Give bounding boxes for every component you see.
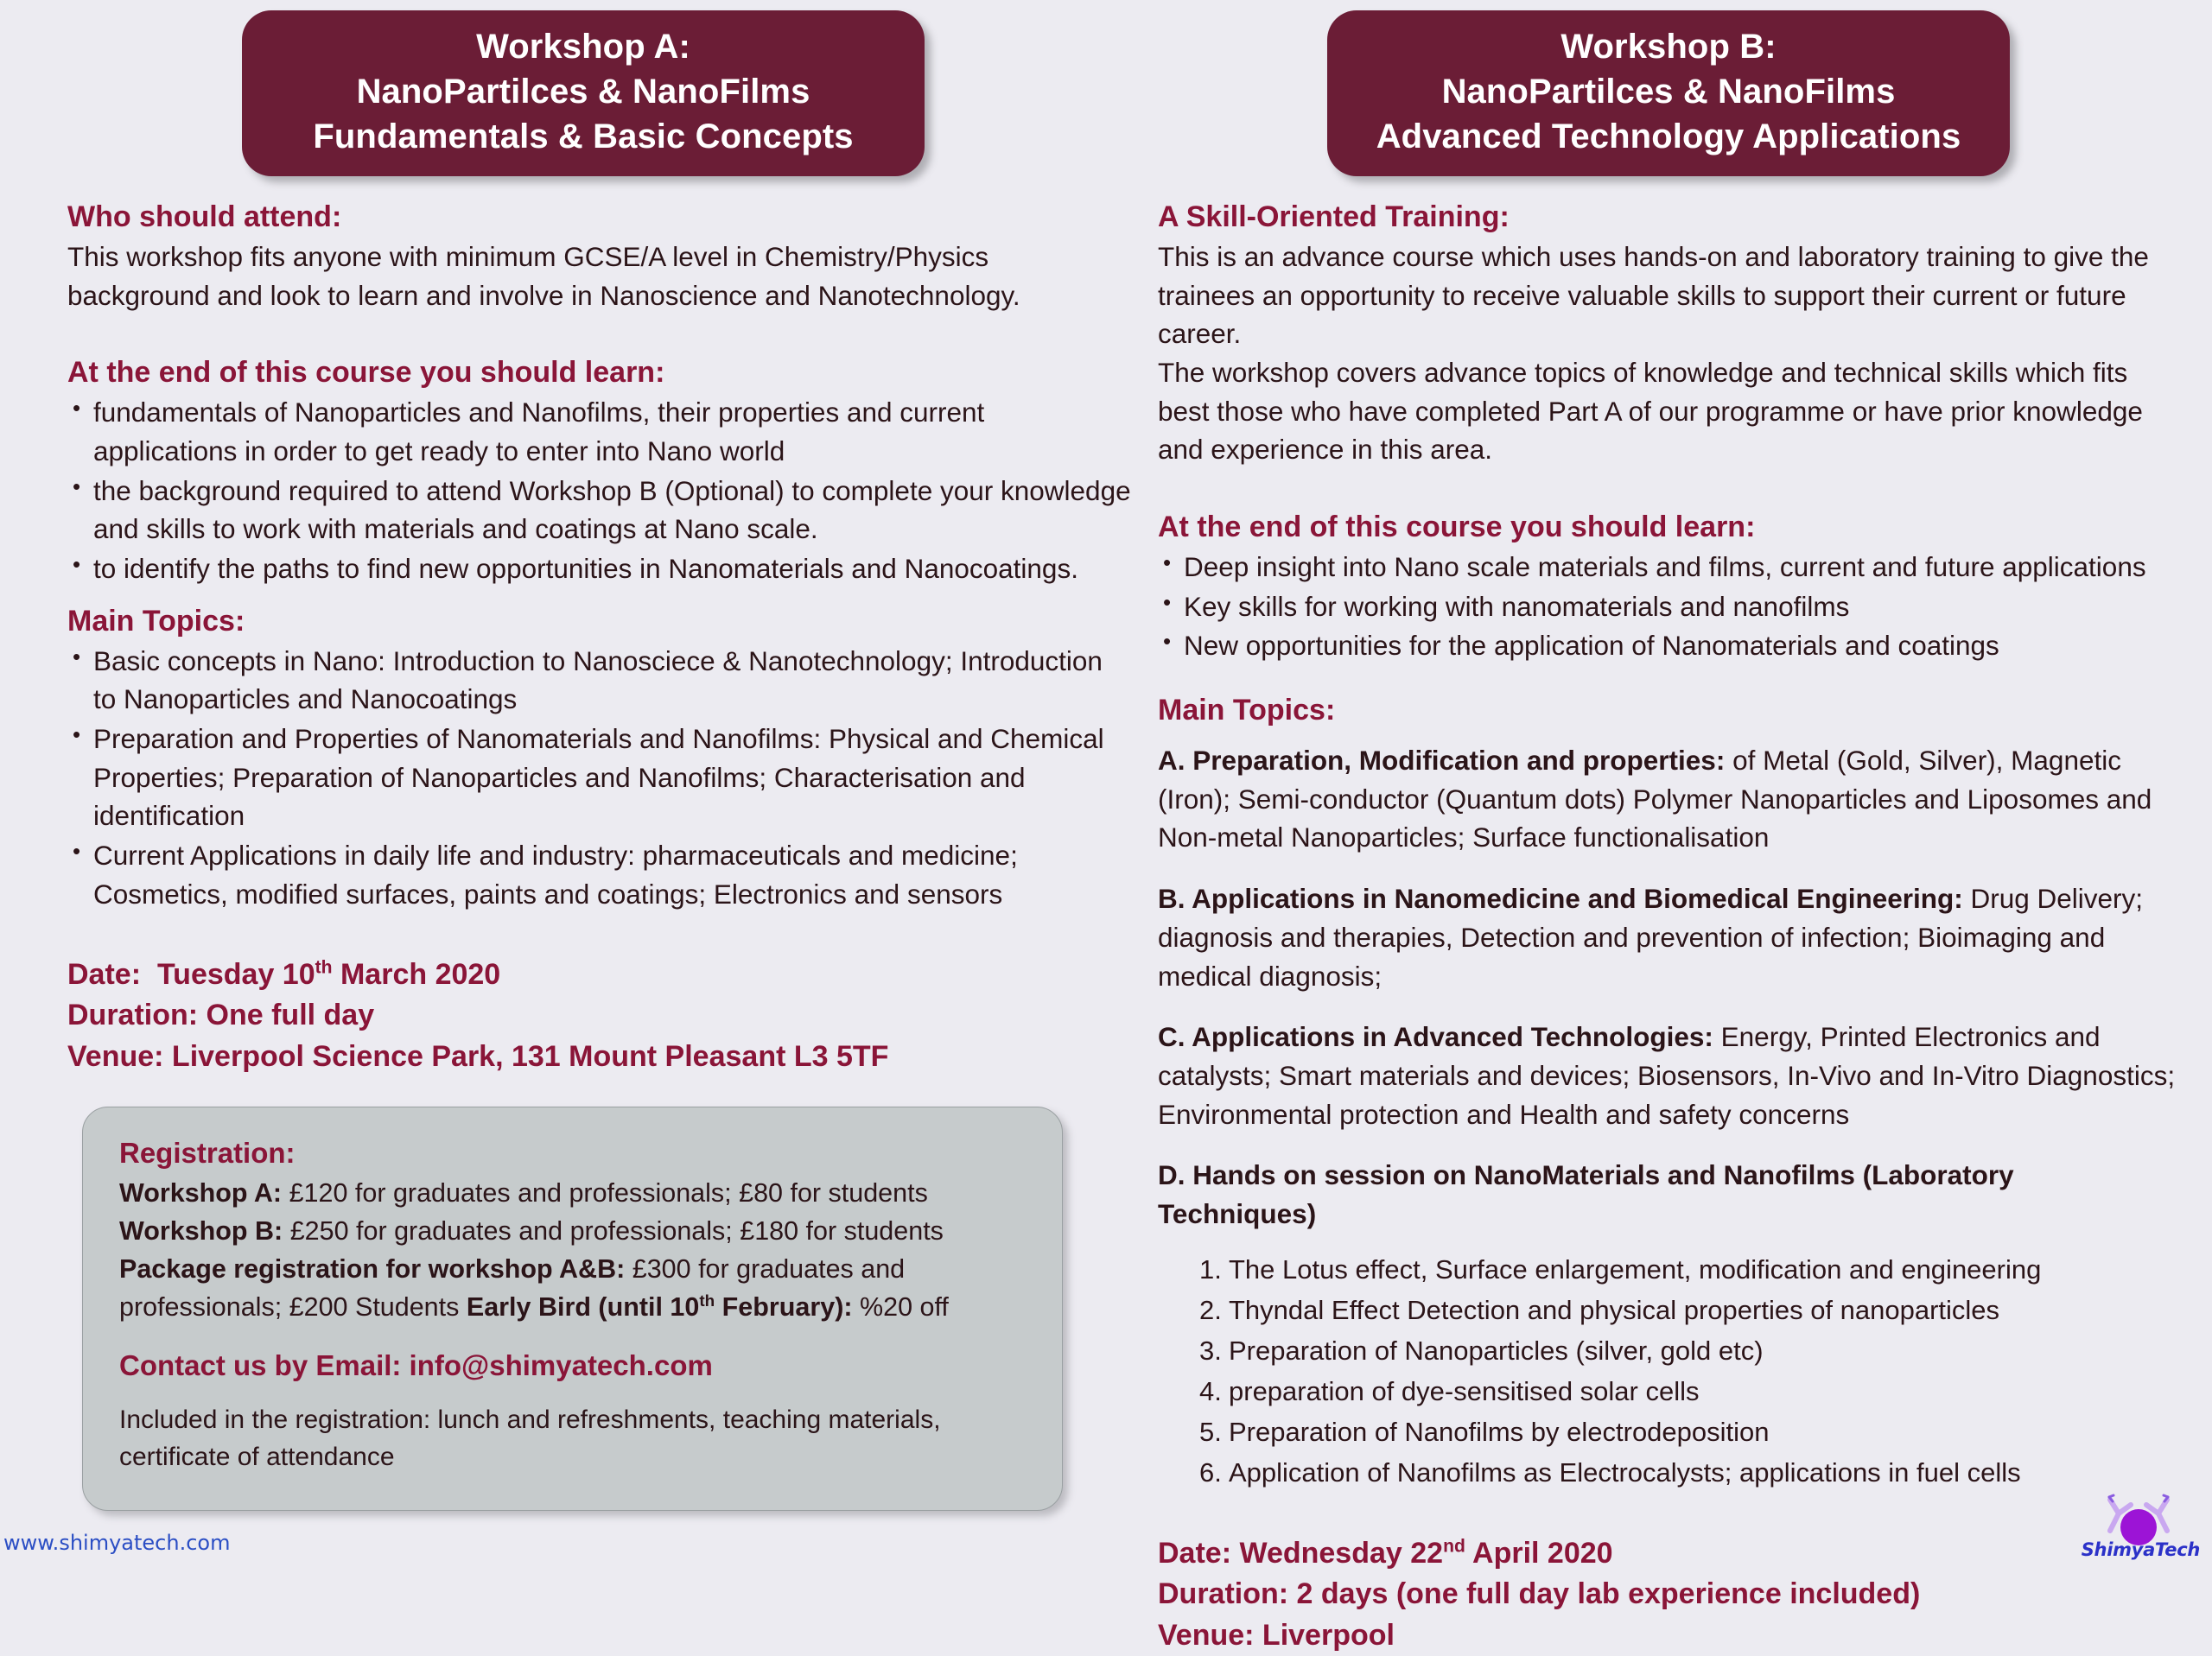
topic-d-label: D. Hands on session on NanoMaterials and Nanofilms (Laboratory Techniques) — [1158, 1159, 2014, 1230]
list-number: 2. — [1199, 1294, 1222, 1325]
list-text: The Lotus effect, Surface enlargement, modification and engineering — [1229, 1253, 2042, 1285]
workshop-a-venue: Venue: Liverpool Science Park, 131 Mount Pleasant L3 5TF — [67, 1039, 889, 1073]
workshop-b-title-line-2: NanoPartilces & NanoFilms — [1441, 73, 1896, 111]
fee-label-a: Workshop A: — [119, 1178, 283, 1209]
workshop-a-date-line — [67, 955, 1132, 996]
date-ordinal-a: th — [315, 957, 333, 978]
fee-value-b: £250 for graduates and professionals; £180 for students — [283, 1216, 944, 1247]
spacer — [1158, 1494, 2177, 1533]
spacer — [67, 314, 1132, 354]
skill-oriented-heading: A Skill-Oriented Training: — [1158, 200, 1510, 233]
early-bird-value: %20 off — [852, 1292, 949, 1323]
list-item: • New opportunities for the application of Nanomaterials and coatings — [1158, 626, 2177, 665]
list-number: 3. — [1199, 1336, 1222, 1367]
lab-techniques-list — [1158, 1249, 2177, 1494]
spacer — [67, 915, 1132, 955]
topic-a-text: of Metal (Gold, Silver), Magnetic (Iron); Semi-conductor (Quantum dots) Polymer Nanoparticles and Liposomes and Non-metal Nanoparticles; Surface functionalisation — [1158, 744, 2152, 853]
workshop-b-body — [1132, 199, 2212, 1656]
shimyatech-logo-text: ShimyaTech — [2081, 1539, 2200, 1560]
registration-included-line-2: certificate of attendance — [119, 1443, 395, 1472]
date-rest-b: April 2020 — [1465, 1536, 1613, 1570]
registration-heading: Registration: — [119, 1137, 296, 1170]
workshop-a-title-line-2: NanoPartilces & NanoFilms — [356, 73, 810, 111]
list-number: 1. — [1199, 1253, 1222, 1285]
registration-workshop-b-fee — [119, 1213, 1029, 1251]
topic-d — [1158, 1156, 2177, 1233]
website-url[interactable]: www.shimyatech.com — [3, 1531, 231, 1555]
topic-b — [1158, 879, 2177, 995]
date-rest-a: March 2020 — [332, 957, 501, 991]
list-number: 5. — [1199, 1417, 1222, 1448]
list-text: Application of Nanofilms as Electrocalysts; applications in fuel cells — [1229, 1457, 2021, 1488]
list-item — [1199, 1290, 2177, 1330]
list-item — [1199, 1330, 2177, 1371]
topic-b-text: Drug Delivery; diagnosis and therapies, Detection and prevention of infection; Bioimaging and medical diagnosis; — [1158, 883, 2144, 992]
workshop-b-duration: Duration: 2 days (one full day lab experience included) — [1158, 1577, 1921, 1611]
date-ordinal-b: nd — [1443, 1536, 1465, 1557]
spacer — [1158, 469, 2177, 509]
registration-package-fee — [119, 1251, 1029, 1289]
list-number: 4. — [1199, 1376, 1222, 1407]
learn-outcomes-list-b — [1158, 548, 2177, 665]
topic-c-label: C. Applications in Advanced Technologies: — [1158, 1021, 1713, 1053]
workshop-a-title-line-3: Fundamentals & Basic Concepts — [313, 117, 854, 155]
date-label-a: Date: — [67, 957, 142, 991]
list-item: • to identify the paths to find new opportunities in Nanomaterials and Nanocoatings. — [67, 549, 1132, 588]
list-item: • Preparation and Properties of Nanomaterials and Nanofilms: Physical and Chemical Properties; Preparation of Nanoparticles and Nanofilms; Characterisation and identification — [67, 720, 1132, 835]
list-item: • Key skills for working with nanomaterials and nanofilms — [1158, 587, 2177, 626]
registration-included-line-1: Included in the registration: lunch and refreshments, teaching materials, — [119, 1405, 941, 1434]
who-should-attend-heading: Who should attend: — [67, 200, 342, 233]
package-label: Package registration for workshop A&B: — [119, 1254, 626, 1285]
learn-outcomes-heading-a: At the end of this course you should learn: — [67, 356, 665, 390]
skill-paragraph-2: The workshop covers advance topics of knowledge and technical skills which fits best those who have completed Part A of our programme or have prior knowledge and experience in this area. — [1158, 356, 2143, 466]
list-item — [1199, 1249, 2177, 1290]
spacer — [1158, 666, 2177, 692]
date-label-b: Date: — [1158, 1536, 1232, 1570]
list-number: 6. — [1199, 1457, 1222, 1488]
registration-package-continued — [119, 1289, 1029, 1327]
list-item: • the background required to attend Workshop B (Optional) to complete your knowledge and skills to work with materials and coatings at Nano scale. — [67, 472, 1132, 549]
date-value-b: Wednesday 22 — [1231, 1536, 1444, 1570]
topic-c — [1158, 1018, 2177, 1133]
workshop-b-title-line-3: Advanced Technology Applications — [1376, 117, 1961, 155]
workshop-b-venue: Venue: Liverpool — [1158, 1618, 1395, 1652]
list-item: • Deep insight into Nano scale materials and films, current and future applications — [1158, 548, 2177, 587]
spacer — [67, 589, 1132, 603]
list-item: • Current Applications in daily life and industry: pharmaceuticals and medicine; Cosmetics, modified surfaces, paints and coatings; Electronics and sensors — [67, 836, 1132, 913]
topic-a-label: A. Preparation, Modification and properties: — [1158, 744, 1726, 776]
early-bird-label-1: Early Bird (until 10 — [466, 1292, 700, 1323]
workshop-a-title-line-1: Workshop A: — [476, 28, 690, 66]
workshop-a-duration: Duration: One full day — [67, 999, 375, 1032]
contact-email-line[interactable]: Contact us by Email: info@shimyatech.com — [119, 1348, 713, 1381]
who-should-attend-text: This workshop fits anyone with minimum GCSE/A level in Chemistry/Physics background and look to learn and involve in Nanoscience and Nanotechnology. — [67, 240, 1020, 311]
workshop-b-title-line-1: Workshop B: — [1560, 28, 1777, 66]
learn-outcomes-list-a — [67, 393, 1132, 588]
list-item: • Basic concepts in Nano: Introduction to Nanosciece & Nanotechnology; Introduction to Nanoparticles and Nanocoatings — [67, 642, 1132, 719]
fee-label-b: Workshop B: — [119, 1216, 283, 1247]
skill-paragraph-1: This is an advance course which uses hands-on and laboratory training to give the trainees an opportunity to receive valuable skills to support their current or future career. — [1158, 240, 2149, 350]
workshop-b-date-line — [1158, 1533, 2177, 1575]
main-topics-heading-b: Main Topics: — [1158, 694, 1336, 727]
list-text: Preparation of Nanoparticles (silver, gold etc) — [1229, 1336, 1764, 1367]
main-topics-heading-a: Main Topics: — [67, 604, 245, 638]
main-topics-list-a — [67, 642, 1132, 914]
topic-a — [1158, 741, 2177, 857]
list-text: Preparation of Nanofilms by electrodeposition — [1229, 1417, 1770, 1448]
early-bird-ordinal: th — [699, 1291, 715, 1310]
workshop-b-header — [1327, 10, 2010, 176]
registration-workshop-a-fee — [119, 1175, 1029, 1213]
workshop-a-body — [0, 199, 1132, 1077]
fee-value-a: £120 for graduates and professionals; £80 for students — [282, 1178, 928, 1209]
date-value-a: Tuesday 10 — [156, 957, 315, 991]
learn-outcomes-heading-b: At the end of this course you should learn: — [1158, 511, 1756, 544]
registration-box — [82, 1107, 1063, 1511]
package-continued: professionals; £200 Students — [119, 1292, 467, 1323]
list-item: • fundamentals of Nanoparticles and Nanofilms, their properties and current applications in order to get ready to enter into Nano world — [67, 393, 1132, 470]
list-item — [1199, 1412, 2177, 1452]
package-value: £300 for graduates and — [625, 1254, 906, 1285]
workshop-a-column — [0, 0, 1132, 1511]
workshop-a-header — [242, 10, 925, 176]
workshop-b-column — [1132, 0, 2212, 1656]
list-text: Thyndal Effect Detection and physical properties of nanoparticles — [1229, 1294, 2000, 1325]
list-item — [1199, 1452, 2177, 1493]
topic-b-label: B. Applications in Nanomedicine and Biomedical Engineering: — [1158, 883, 1963, 915]
list-item — [1199, 1371, 2177, 1412]
list-text: preparation of dye-sensitised solar cells — [1229, 1376, 1700, 1407]
topic-c-text: Energy, Printed Electronics and catalysts; Smart materials and devices; Biosensors, In-Vivo and In-Vitro Diagnostics; Environmental protection and Health and safety concerns — [1158, 1021, 2176, 1130]
early-bird-label-2: February): — [715, 1292, 853, 1323]
